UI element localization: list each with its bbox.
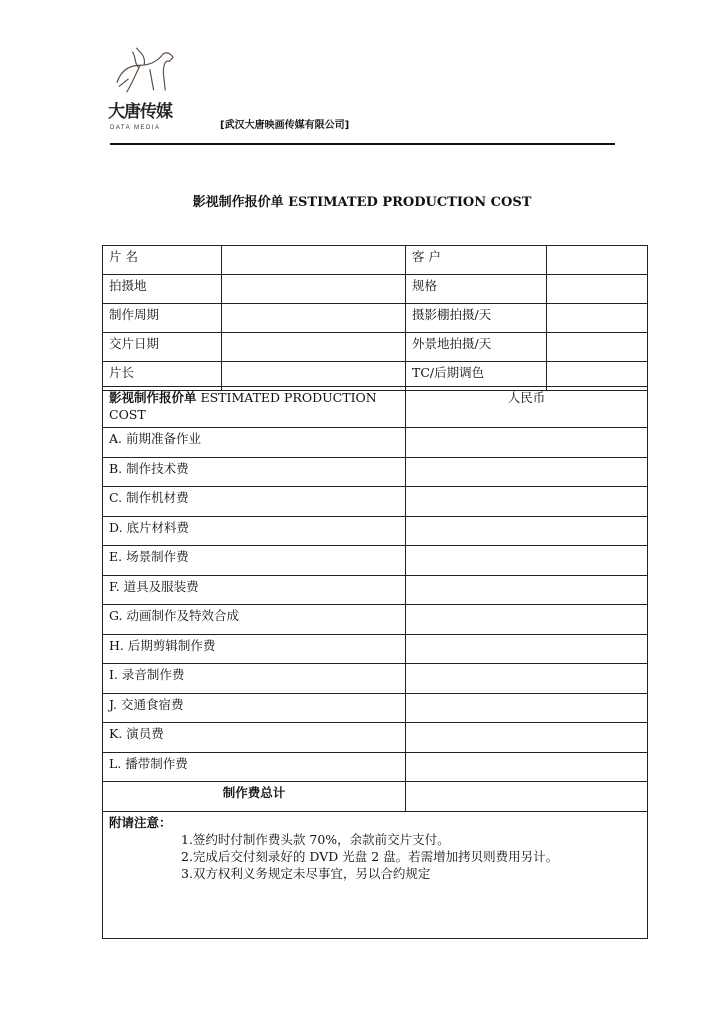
- cost-item-row: [103, 752, 648, 782]
- info-table: [102, 245, 648, 391]
- info-label: TC/后期调色: [406, 362, 547, 391]
- total-label: 制作费总计: [103, 782, 406, 812]
- cost-amount-field[interactable]: [406, 575, 648, 605]
- horse-logo-icon: [106, 44, 182, 102]
- cost-item-label: J. 交通食宿费: [103, 693, 406, 723]
- note-line: 3.双方权利义务规定未尽事宜，另以合约规定: [181, 865, 431, 881]
- cost-item-row: [103, 428, 648, 458]
- notes-heading: 附请注意：: [109, 814, 172, 830]
- cost-item-row: [103, 575, 648, 605]
- info-label: 制作周期: [103, 304, 222, 333]
- info-label: 规格: [406, 275, 547, 304]
- cost-item-row: [103, 546, 648, 576]
- cost-item-label: L. 播带制作费: [103, 752, 406, 782]
- cost-item-label: I. 录音制作费: [103, 664, 406, 694]
- cost-table: [102, 386, 648, 939]
- info-row: [103, 304, 648, 333]
- cost-item-label: E. 场景制作费: [103, 546, 406, 576]
- currency-label: 人民币: [406, 387, 648, 428]
- cost-header: [103, 387, 406, 428]
- cost-item-row: [103, 605, 648, 635]
- cost-item-label: K. 演员费: [103, 723, 406, 753]
- cost-item-row: [103, 634, 648, 664]
- info-label: 外景地拍摄/天: [406, 333, 547, 362]
- info-value-field[interactable]: [547, 333, 648, 362]
- cost-item-label: D. 底片材料费: [103, 516, 406, 546]
- logo-subtext: DATA MEDIA: [110, 125, 161, 131]
- total-amount-field[interactable]: [406, 782, 648, 812]
- info-value-field[interactable]: [547, 246, 648, 275]
- info-label: 拍摄地: [103, 275, 222, 304]
- info-value-field[interactable]: [222, 304, 406, 333]
- cost-item-row: [103, 457, 648, 487]
- cost-item-label: F. 道具及服装费: [103, 575, 406, 605]
- logo-text: 大唐传媒: [108, 102, 172, 122]
- company-name: [武汉大唐映画传媒有限公司]: [220, 120, 350, 131]
- info-value-field[interactable]: [222, 333, 406, 362]
- cost-amount-field[interactable]: [406, 487, 648, 517]
- cost-item-row: [103, 693, 648, 723]
- info-label: 片长: [103, 362, 222, 391]
- cost-amount-field[interactable]: [406, 457, 648, 487]
- cost-amount-field[interactable]: [406, 516, 648, 546]
- info-value-field[interactable]: [547, 304, 648, 333]
- cost-item-label: G. 动画制作及特效合成: [103, 605, 406, 635]
- note-line: 1.签约时付制作费头款 70%，余款前交片支付。: [181, 831, 450, 847]
- info-row: [103, 333, 648, 362]
- note-line: 2.完成后交付刻录好的 DVD 光盘 2 盘。若需增加拷贝则费用另计。: [181, 848, 559, 864]
- info-row: [103, 246, 648, 275]
- cost-item-row: [103, 664, 648, 694]
- info-label: 片 名: [103, 246, 222, 275]
- info-label: 交片日期: [103, 333, 222, 362]
- cost-item-label: B. 制作技术费: [103, 457, 406, 487]
- info-row: [103, 275, 648, 304]
- cost-amount-field[interactable]: [406, 546, 648, 576]
- cost-item-row: [103, 723, 648, 753]
- cost-amount-field[interactable]: [406, 723, 648, 753]
- info-value-field[interactable]: [222, 246, 406, 275]
- cost-amount-field[interactable]: [406, 605, 648, 635]
- total-row: [103, 782, 648, 812]
- cost-item-row: [103, 516, 648, 546]
- notes-section: [103, 811, 648, 938]
- cost-amount-field[interactable]: [406, 634, 648, 664]
- cost-header-english: ESTIMATED PRODUCTION COST: [109, 390, 377, 422]
- info-value-field[interactable]: [547, 275, 648, 304]
- cost-amount-field[interactable]: [406, 693, 648, 723]
- cost-amount-field[interactable]: [406, 752, 648, 782]
- cost-amount-field[interactable]: [406, 428, 648, 458]
- info-label: 客 户: [406, 246, 547, 275]
- cost-item-row: [103, 487, 648, 517]
- page-title: 影视制作报价单 ESTIMATED PRODUCTION COST: [192, 195, 532, 210]
- cost-amount-field[interactable]: [406, 664, 648, 694]
- notes-row: [103, 811, 648, 938]
- cost-header-bold: 影视制作报价单: [109, 390, 197, 405]
- cost-header-row: [103, 387, 648, 428]
- cost-item-label: H. 后期剪辑制作费: [103, 634, 406, 664]
- cost-item-label: C. 制作机材费: [103, 487, 406, 517]
- cost-item-label: A. 前期准备作业: [103, 428, 406, 458]
- info-value-field[interactable]: [222, 275, 406, 304]
- info-label: 摄影棚拍摄/天: [406, 304, 547, 333]
- header-divider: [110, 143, 615, 145]
